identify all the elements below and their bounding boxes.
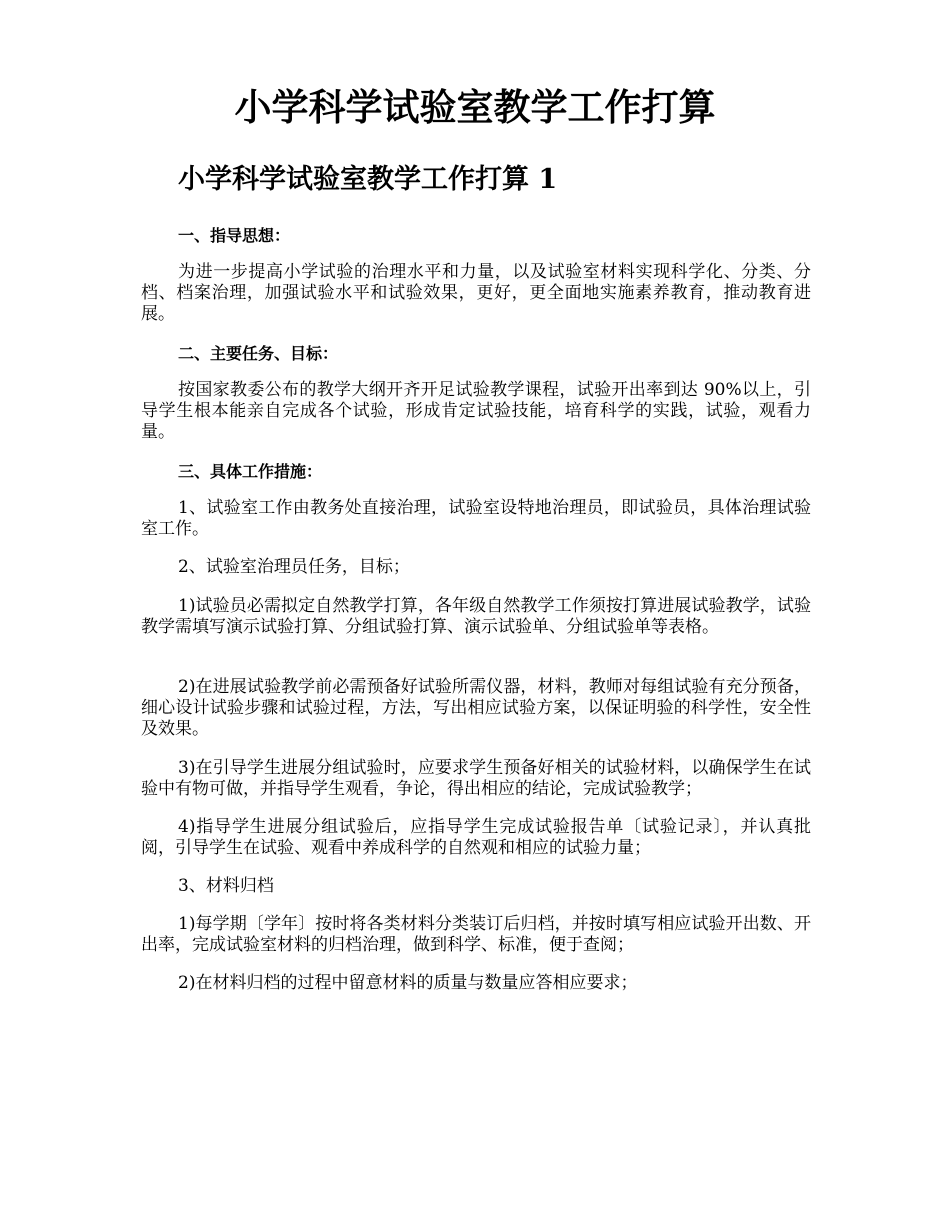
paragraph: 4)指导学生进展分组试验后，应指导学生完成试验报告单〔试验记录〕，并认真批阅，引导学生在试验、观看中养成科学的自然观和相应的试验力量； [141, 817, 811, 858]
paragraph: 2、试验室治理员任务，目标； [178, 557, 410, 577]
document-title: 小学科学试验室教学工作打算 [234, 85, 716, 129]
section-title: 小学科学试验室教学工作打算 1 [178, 164, 558, 195]
paragraph: 按国家教委公布的教学大纲开齐开足试验教学课程，试验开出率到达 90%以上，引导学生根本能亲自完成各个试验，形成肯定试验技能，培育科学的实践，试验，观看力量。 [141, 380, 811, 442]
heading-specific-measures: 三、具体工作措施： [178, 462, 323, 481]
paragraph: 3)在引导学生进展分组试验时，应要求学生预备好相关的试验材料，以确保学生在试验中有物可做，并指导学生观看，争论，得出相应的结论，完成试验教学； [141, 758, 811, 799]
paragraph: 1、试验室工作由教务处直接治理，试验室设特地治理员，即试验员，具体治理试验室工作。 [141, 498, 811, 539]
paragraph: 3、材料归档 [178, 876, 274, 896]
paragraph: 2)在进展试验教学前必需预备好试验所需仪器，材料，教师对每组试验有充分预备，细心设计试验步骤和试验过程，方法，写出相应试验方案，以保证明验的科学性，安全性及效果。 [141, 677, 811, 739]
heading-main-tasks: 二、主要任务、目标： [178, 344, 339, 363]
paragraph: 1)每学期〔学年〕按时将各类材料分类装订后归档，并按时填写相应试验开出数、开出率，完成试验室材料的归档治理，做到科学、标准，便于查阅； [141, 914, 811, 955]
paragraph: 1)试验员必需拟定自然教学打算，各年级自然教学工作须按打算进展试验教学，试验教学需填写演示试验打算、分组试验打算、演示试验单、分组试验单等表格。 [141, 596, 811, 637]
heading-guiding-thought: 一、指导思想： [178, 226, 291, 245]
paragraph: 2)在材料归档的过程中留意材料的质量与数量应答相应要求； [178, 973, 638, 993]
paragraph: 为进一步提高小学试验的治理水平和力量，以及试验室材料实现科学化、分类、分档、档案治理，加强试验水平和试验效果，更好，更全面地实施素养教育，推动教育进展。 [141, 262, 811, 324]
